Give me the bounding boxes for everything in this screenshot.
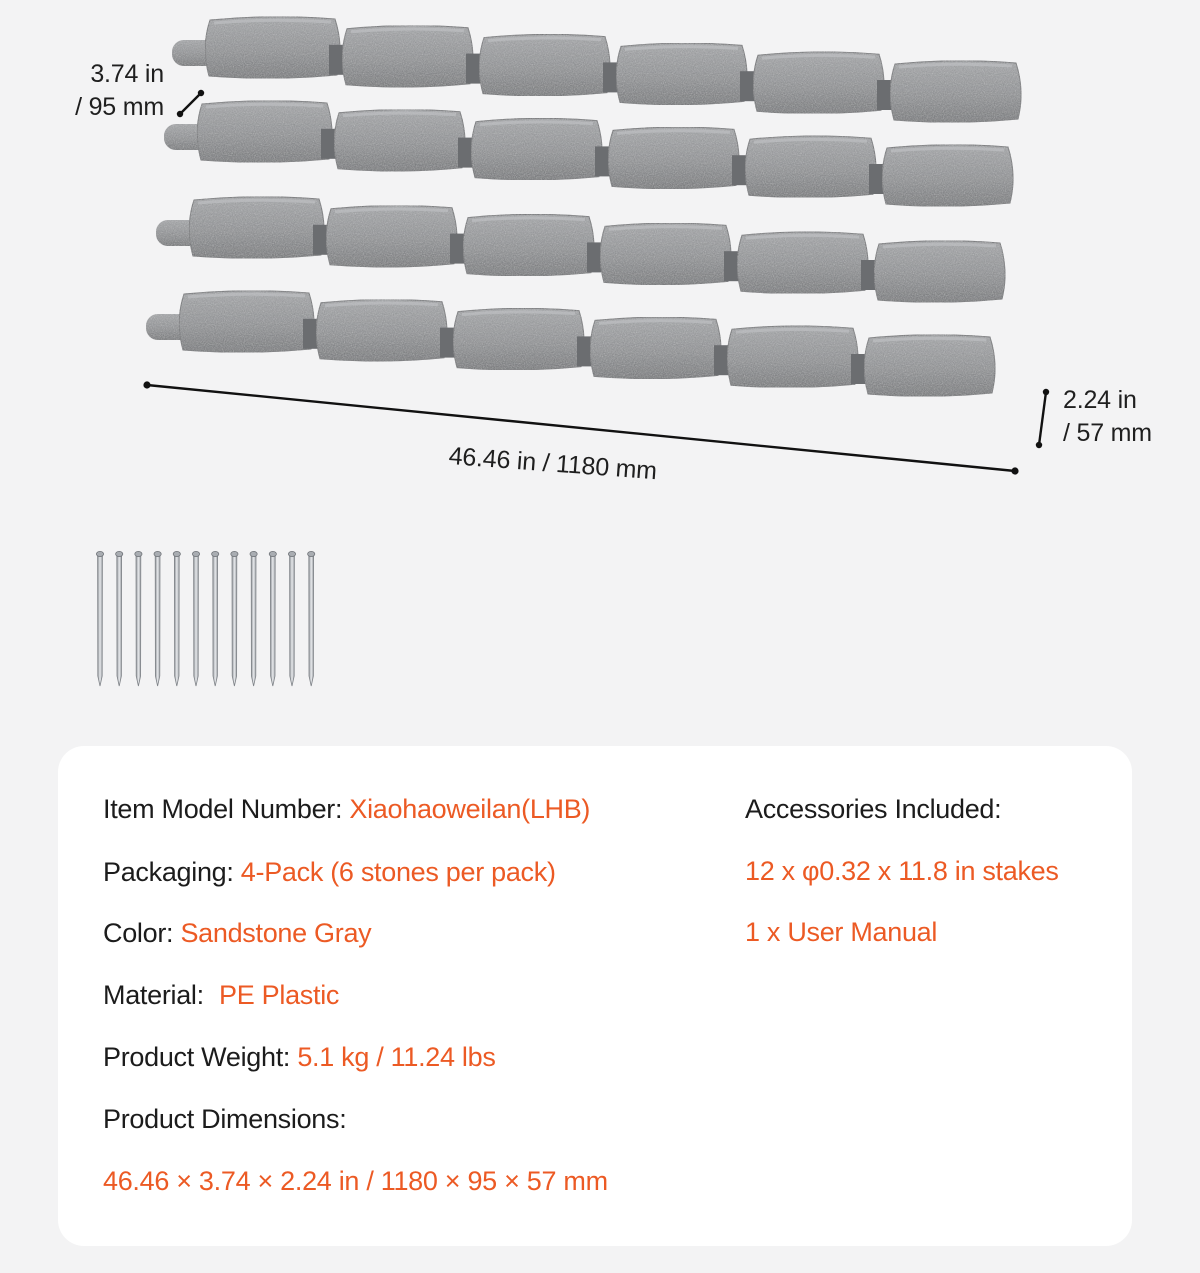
edging-stone	[197, 101, 332, 163]
spec-dimensions-value: 46.46 × 3.74 × 2.24 in / 1180 × 95 × 57 mm	[103, 1166, 608, 1196]
edging-stone	[864, 335, 995, 397]
length-dimension-end	[143, 381, 150, 388]
length-dimension-end	[1011, 467, 1018, 474]
stake	[96, 551, 103, 686]
edging-stone	[479, 34, 610, 96]
length-dimension-label: 46.46 in / 1180 mm	[447, 441, 658, 486]
stake	[173, 551, 180, 686]
accessory-item-manual: 1 x User Manual	[745, 917, 938, 947]
edging-stone	[590, 317, 721, 379]
spec-color-label: Color:	[103, 918, 174, 948]
spec-material-label: Material:	[103, 980, 204, 1010]
height-dimension-end	[1036, 442, 1042, 448]
stake	[250, 551, 257, 686]
stake	[135, 551, 142, 686]
edging-stone	[608, 127, 739, 189]
stake	[116, 551, 123, 686]
spec-material-value: PE Plastic	[219, 980, 340, 1010]
edging-stone	[334, 110, 465, 172]
edging-stone	[342, 26, 473, 88]
spec-model-value: Xiaohaoweilan(LHB)	[349, 794, 591, 824]
edging-stone	[600, 223, 731, 285]
edging-stone	[189, 197, 324, 259]
spec-color	[103, 916, 371, 950]
accessory-item-stakes: 12 x φ0.32 x 11.8 in stakes	[745, 856, 1059, 886]
height-metric: / 57 mm	[1063, 419, 1152, 447]
spec-packaging	[103, 855, 556, 889]
spec-weight-value: 5.1 kg / 11.24 lbs	[297, 1042, 496, 1072]
stake	[288, 551, 295, 686]
spec-model-label: Item Model Number:	[103, 794, 343, 824]
edging-stone	[882, 145, 1013, 207]
depth-dimension-end	[198, 90, 204, 96]
edging-stone	[453, 308, 584, 370]
height-dimension-end	[1043, 389, 1049, 395]
depth-imperial: 3.74 in	[90, 60, 164, 88]
spec-packaging-label: Packaging:	[103, 857, 234, 887]
depth-dimension-label	[68, 58, 164, 124]
edging-row	[156, 197, 1005, 303]
stake	[154, 551, 161, 686]
edging-stone	[727, 326, 858, 388]
edging-stone	[205, 17, 340, 79]
depth-metric: / 95 mm	[75, 93, 164, 121]
spec-accessories-label: Accessories Included:	[745, 794, 1002, 824]
edging-stone	[745, 136, 876, 198]
stake	[212, 551, 219, 686]
edging-stone	[737, 232, 868, 294]
edging-stone	[326, 206, 457, 268]
height-imperial: 2.24 in	[1063, 386, 1137, 414]
spec-card	[58, 746, 1132, 1246]
depth-dimension-end	[177, 111, 183, 117]
spec-dimensions-label: Product Dimensions:	[103, 1104, 347, 1134]
spec-weight	[103, 1040, 496, 1074]
stake	[231, 551, 238, 686]
edging-stone	[753, 52, 884, 114]
height-dimension-line	[1039, 392, 1046, 445]
depth-dimension-line	[180, 93, 201, 114]
edging-stone	[616, 43, 747, 105]
edging-rows	[146, 17, 1021, 397]
stake	[192, 551, 199, 686]
spec-material	[103, 978, 339, 1012]
edging-row	[146, 291, 995, 397]
spec-weight-label: Product Weight:	[103, 1042, 291, 1072]
spec-model	[103, 792, 590, 826]
edging-stone	[874, 241, 1005, 303]
spec-packaging-value: 4-Pack (6 stones per pack)	[240, 857, 556, 887]
edging-stone	[463, 214, 594, 276]
stake	[269, 551, 276, 686]
edging-stone	[316, 300, 447, 362]
stake	[308, 551, 315, 686]
height-dimension-label	[1063, 384, 1183, 450]
edging-stone	[179, 291, 314, 353]
edging-stone	[471, 118, 602, 180]
stakes-group	[96, 551, 314, 686]
edging-row	[164, 101, 1013, 207]
edging-stone	[890, 61, 1021, 123]
spec-color-value: Sandstone Gray	[180, 918, 372, 948]
